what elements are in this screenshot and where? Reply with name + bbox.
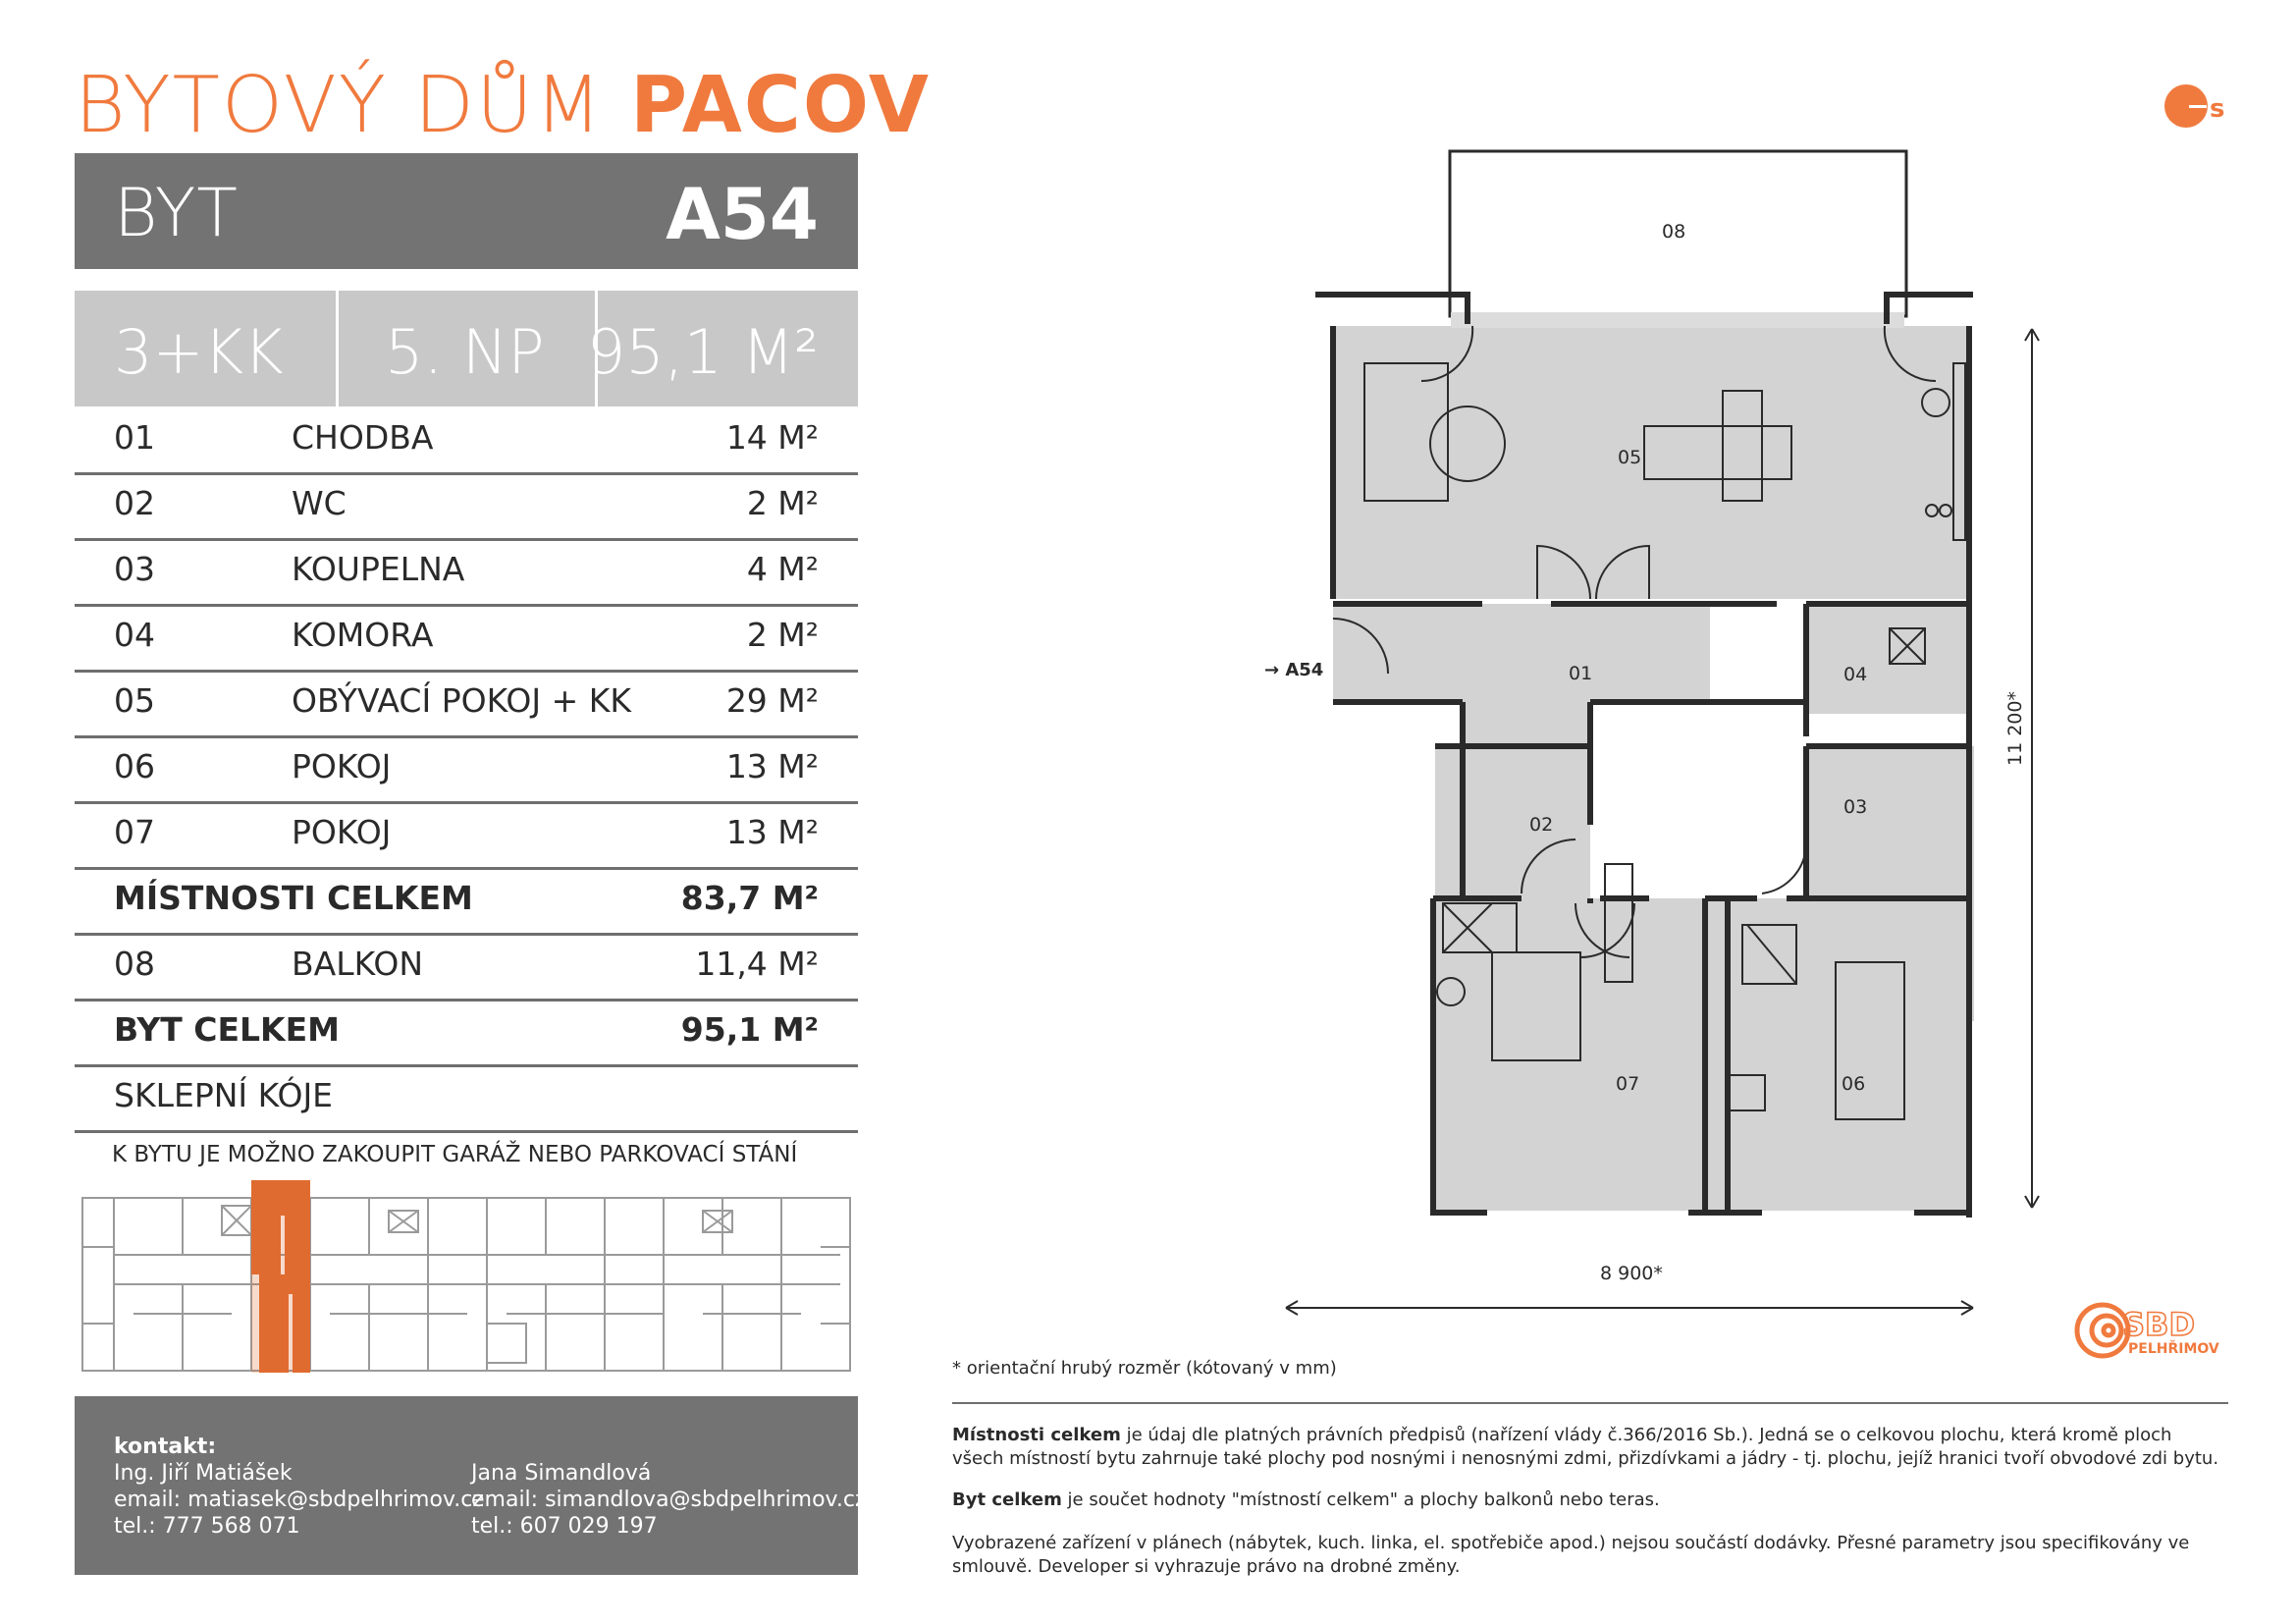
table-row: 04 KOMORA 2 M² bbox=[75, 604, 858, 673]
flat-header bbox=[75, 153, 858, 269]
entrance-label: → A54 bbox=[1264, 660, 1324, 680]
width-dimension: 8 900* bbox=[1600, 1263, 1663, 1284]
table-row: 03 KOUPELNA 4 M² bbox=[75, 538, 858, 607]
layout-value: 3+KK bbox=[114, 316, 284, 388]
s-logo-icon bbox=[2163, 82, 2232, 132]
table-row: 05 OBÝVACÍ POKOJ + KK 29 M² bbox=[75, 670, 858, 738]
svg-text:SBD: SBD bbox=[2122, 1306, 2195, 1343]
room-06-fill bbox=[1705, 898, 1970, 1211]
room-label: 08 bbox=[1662, 221, 1686, 243]
table-row: 02 WC 2 M² bbox=[75, 472, 858, 541]
logo-letter: s bbox=[2210, 94, 2225, 124]
room-label: 05 bbox=[1618, 447, 1642, 468]
room-label: 04 bbox=[1843, 664, 1868, 685]
room-label: 06 bbox=[1842, 1073, 1866, 1095]
footnote-flat-total: Byt celkem je součet hodnoty "místností celkem" a plochy balkonů nebo teras. bbox=[952, 1489, 1660, 1510]
sbd-logo-icon bbox=[2071, 1296, 2228, 1365]
contact-phone[interactable]: tel.: 607 029 197 bbox=[471, 1514, 658, 1539]
balcony-row: 08 BALKON 11,4 M² bbox=[75, 933, 858, 1001]
contact-heading: kontakt: bbox=[114, 1435, 217, 1459]
contact-email[interactable]: email: simandlova@sbdpelhrimov.cz bbox=[471, 1488, 867, 1512]
room-label: 03 bbox=[1843, 796, 1868, 818]
contact-name: Ing. Jiří Matiášek bbox=[114, 1461, 293, 1486]
flat-stats bbox=[75, 291, 858, 406]
divider bbox=[336, 291, 339, 406]
garage-note: K BYTU JE MOŽNO ZAKOUPIT GARÁŽ NEBO PARKOVACÍ STÁNÍ bbox=[112, 1142, 798, 1167]
contact-name: Jana Simandlová bbox=[471, 1461, 652, 1486]
table-row: 07 POKOJ 13 M² bbox=[75, 801, 858, 870]
dimension-note: * orientační hrubý rozměr (kótovaný v mm) bbox=[952, 1358, 1337, 1379]
contact-email[interactable]: email: matiasek@sbdpelhrimov.cz bbox=[114, 1488, 484, 1512]
contact-phone[interactable]: tel.: 777 568 071 bbox=[114, 1514, 300, 1539]
floor-value: 5. NP bbox=[385, 316, 545, 388]
footnote-disclaimer: Vyobrazené zařízení v plánech (nábytek, kuch. linka, el. spotřebiče apod.) nejsou součástí dodávky. Přesné parametry jsou specifikovány ve smlouvě. Developer si vyhrazuje právo na drobné změny. bbox=[952, 1533, 2190, 1577]
room-04-fill bbox=[1806, 604, 1969, 714]
flat-total-row: BYT CELKEM 95,1 M² bbox=[75, 999, 858, 1067]
floor-plan bbox=[1227, 137, 2052, 1316]
flat-code: A54 bbox=[666, 173, 819, 255]
room-01-fill bbox=[1333, 604, 1710, 702]
room-label: 02 bbox=[1529, 814, 1554, 836]
divider bbox=[952, 1402, 2228, 1404]
footnote-rooms-total: Místnosti celkem je údaj dle platných právních předpisů (nařízení vlády č.366/2016 Sb.). Jedná se o celkovou plochu, která kromě ploch všech místností bytu zahrnuje také plochy pod nosnými i nenosnými zdmi, přizdívkami a jádry - tj. plochu, jejíž hranici tvoří obvodové zdi bytu. bbox=[952, 1425, 2219, 1469]
room-label: 01 bbox=[1569, 663, 1593, 684]
table-row: 06 POKOJ 13 M² bbox=[75, 735, 858, 804]
rooms-total-row: MÍSTNOSTI CELKEM 83,7 M² bbox=[75, 867, 858, 936]
table-row: 01 CHODBA 14 M² bbox=[75, 406, 858, 475]
building-key-plan bbox=[75, 1176, 858, 1382]
room-label: 07 bbox=[1616, 1073, 1640, 1095]
cellar-row: SKLEPNÍ KÓJE bbox=[75, 1064, 858, 1133]
contact-panel bbox=[75, 1396, 867, 1575]
room-05-fill bbox=[1333, 326, 1969, 599]
page-title: BYTOVÝ DŮM PACOV bbox=[75, 60, 932, 150]
flat-label: BYT bbox=[114, 175, 239, 252]
area-value: 95,1 M² bbox=[586, 316, 819, 388]
svg-text:PELHŘIMOV: PELHŘIMOV bbox=[2128, 1341, 2219, 1357]
height-dimension: 11 200* bbox=[2004, 691, 2026, 766]
